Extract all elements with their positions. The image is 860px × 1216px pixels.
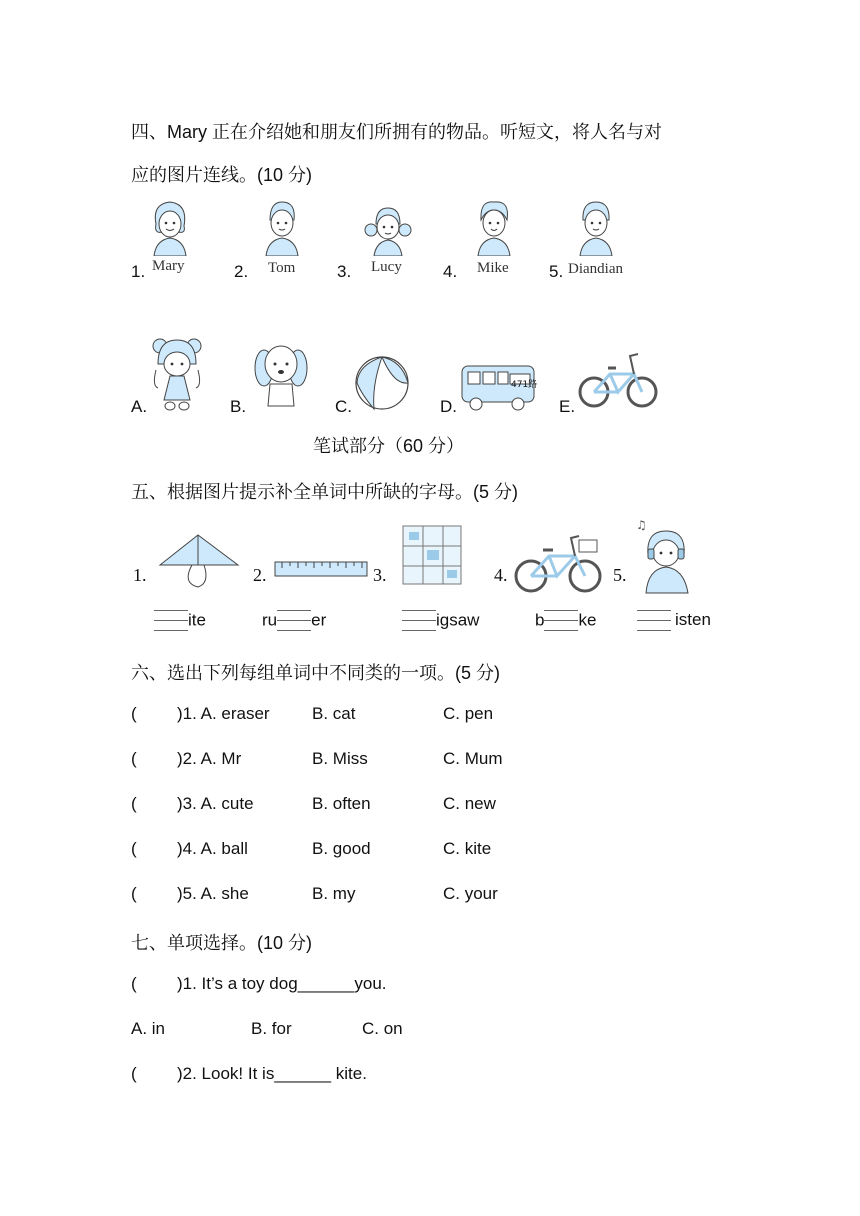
word-suffix: ke <box>578 610 597 630</box>
pic-number: 3. <box>373 565 387 585</box>
girl-pigtails-icon <box>364 204 412 256</box>
section-5-title: 五、根据图片提示补全单词中所缺的字母。(5 分) <box>131 482 518 502</box>
answer-paren[interactable]: ( <box>131 704 137 723</box>
pic-number: 5. <box>613 565 627 585</box>
toy-dog-icon <box>252 340 310 410</box>
jigsaw-icon <box>397 522 467 590</box>
written-section-header: 笔试部分（60 分） <box>313 436 465 456</box>
answer-paren[interactable]: ( <box>131 1064 137 1083</box>
question-text: )1. It’s a toy dog______you. <box>177 974 387 993</box>
word-blank-2 <box>262 608 326 634</box>
word-suffix: isten <box>675 610 711 630</box>
word-prefix: ru <box>262 610 278 630</box>
word-suffix: er <box>311 610 327 630</box>
item-letter: E. <box>559 397 576 416</box>
svg-text:♫: ♫ <box>636 518 647 532</box>
option-a: )5. A. she <box>177 884 249 903</box>
word-suffix: ite <box>188 610 206 630</box>
option-a: )1. A. eraser <box>177 704 270 723</box>
ball-icon <box>354 355 410 411</box>
answer-paren[interactable]: ( <box>131 839 137 858</box>
option-b: B. Miss <box>312 749 368 768</box>
kite-icon <box>152 533 242 589</box>
option-a: )2. A. Mr <box>177 749 242 768</box>
word-suffix: igsaw <box>436 610 480 630</box>
section-6-title: 六、选出下列每组单词中不同类的一项。(5 分) <box>131 663 500 683</box>
letter-blank[interactable] <box>402 608 436 634</box>
boy-icon <box>260 198 304 256</box>
ruler-icon <box>274 560 368 578</box>
listening-girl-icon <box>632 515 698 595</box>
answer-paren[interactable]: ( <box>131 794 137 813</box>
section-4-title-line1: 四、Mary 正在介绍她和朋友们所拥有的物品。听短文，将人名与对 <box>131 122 662 142</box>
bike-icon <box>513 530 603 594</box>
option-b: B. good <box>312 839 371 858</box>
letter-blank[interactable] <box>277 608 311 634</box>
person-name: Mary <box>152 258 185 274</box>
option-b: B. my <box>312 884 356 903</box>
section-7-title: 七、单项选择。(10 分) <box>131 933 313 953</box>
pic-number: 1. <box>133 565 147 585</box>
option-a: A. in <box>131 1019 166 1038</box>
option-b: B. cat <box>312 704 356 723</box>
person-name: Tom <box>268 260 296 276</box>
person-name: Lucy <box>371 259 402 275</box>
letter-blank[interactable] <box>544 608 578 634</box>
person-number: 1. <box>131 262 146 281</box>
bus-route-sign: 471路 <box>511 380 538 390</box>
option-a: )4. A. ball <box>177 839 248 858</box>
option-c: C. your <box>443 884 498 903</box>
answer-paren[interactable]: ( <box>131 974 137 993</box>
boy-icon <box>472 198 516 256</box>
option-b: B. for <box>251 1019 292 1038</box>
question-text: )2. Look! It is______ kite. <box>177 1064 367 1083</box>
girl-icon <box>148 198 192 256</box>
word-blank-4 <box>535 608 596 634</box>
option-a: )3. A. cute <box>177 794 254 813</box>
word-prefix: b <box>535 610 545 630</box>
option-c: C. Mum <box>443 749 503 768</box>
person-number: 4. <box>443 262 458 281</box>
letter-blank[interactable] <box>154 608 188 634</box>
letter-blank[interactable] <box>637 608 671 634</box>
person-number: 2. <box>234 262 249 281</box>
person-number: 5. <box>549 262 564 281</box>
option-c: C. on <box>362 1019 403 1038</box>
answer-paren[interactable]: ( <box>131 749 137 768</box>
pic-number: 4. <box>494 565 508 585</box>
item-letter: B. <box>230 397 247 416</box>
option-b: B. often <box>312 794 371 813</box>
answer-paren[interactable]: ( <box>131 884 137 903</box>
word-blank-3 <box>402 608 479 634</box>
bike-icon <box>578 350 658 410</box>
person-number: 3. <box>337 262 352 281</box>
section-4-title-line2: 应的图片连线。(10 分) <box>131 165 313 185</box>
word-blank-5 <box>637 608 711 634</box>
option-c: C. pen <box>443 704 494 723</box>
item-letter: D. <box>440 397 457 416</box>
person-name: Mike <box>477 260 509 276</box>
word-blank-1 <box>154 608 206 634</box>
boy-icon <box>574 198 618 256</box>
person-name: Diandian <box>568 261 623 277</box>
pic-number: 2. <box>253 565 267 585</box>
item-letter: A. <box>131 397 148 416</box>
doll-icon <box>148 336 206 412</box>
item-letter: C. <box>335 397 352 416</box>
option-c: C. new <box>443 794 496 813</box>
option-c: C. kite <box>443 839 492 858</box>
